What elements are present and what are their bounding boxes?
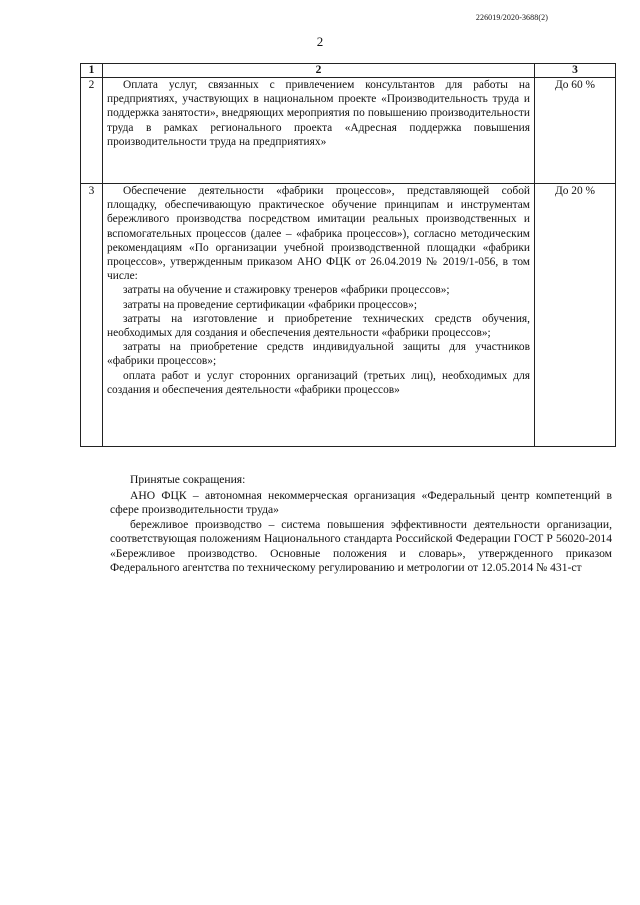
table-row [81,78,616,184]
row-number: 2 [81,78,103,184]
row-list-item: затраты на проведение сертификации «фабрики процессов»; [123,298,418,311]
row-paragraph: Оплата услуг, связанных с привлечением консультантов для работы на предприятиях, участвующих в национальном проекте «Производительность труда и поддержка занятости», внедряющих мероприятия по повышению производительности труда в рамках регионального проекта «Адресная поддержка повышения производительности труда на предприятиях» [107,79,530,148]
column-header: 2 [103,64,535,78]
row-share-value: До 20 % [535,184,616,447]
column-header: 1 [81,64,103,78]
abbreviations-section [110,473,612,576]
abbreviation-item: бережливое производство – система повышения эффективности деятельности организации, соответствующая положениям Национального стандарта Российской Федерации ГОСТ Р 56020-2014 «Бережливое производство. Основные положения и словарь», утвержденного приказом Федерального агентства по техническому регулированию и метрологии от 12.05.2014 № 431-ст [110,517,612,574]
table-row [81,184,616,447]
row-description [103,184,535,447]
column-header: 3 [535,64,616,78]
row-number: 3 [81,184,103,447]
row-list-item: оплата работ и услуг сторонних организаций (третьих лиц), необходимых для создания и обеспечения деятельности «фабрики процессов» [107,369,530,396]
row-paragraph: Обеспечение деятельности «фабрики процессов», представляющей собой площадку, обеспечивающую практическое обучение принципам и инструментам бережливого производства посредством имитации реальных производственных и вспомогательных процессов (далее – «фабрика процессов»), согласно методическим рекомендациям «По организации учебной производственной площадки «фабрики процессов», утвержденным приказом АНО ФЦК от 26.04.2019 № 2019/1-056, в том числе: [107,185,530,283]
document-id: 226019/2020-3688(2) [475,13,548,22]
row-description [103,78,535,184]
row-share-value: До 60 % [535,78,616,184]
measures-table [80,63,616,447]
abbreviation-item: АНО ФЦК – автономная некоммерческая организация «Федеральный центр компетенций в сфере производительности труда» [110,488,612,516]
abbreviations-heading: Принятые сокращения: [130,473,246,486]
page-number: 2 [316,34,324,49]
table-header-row [81,64,616,78]
row-list-item: затраты на изготовление и приобретение технических средств обучения, необходимых для создания и обеспечения деятельности «фабрики процессов»; [107,312,530,340]
row-list-item: затраты на обучение и стажировку тренеров «фабрики процессов»; [123,284,450,297]
row-list-item: затраты на приобретение средств индивидуальной защиты для участников «фабрики процессов»; [107,341,530,368]
